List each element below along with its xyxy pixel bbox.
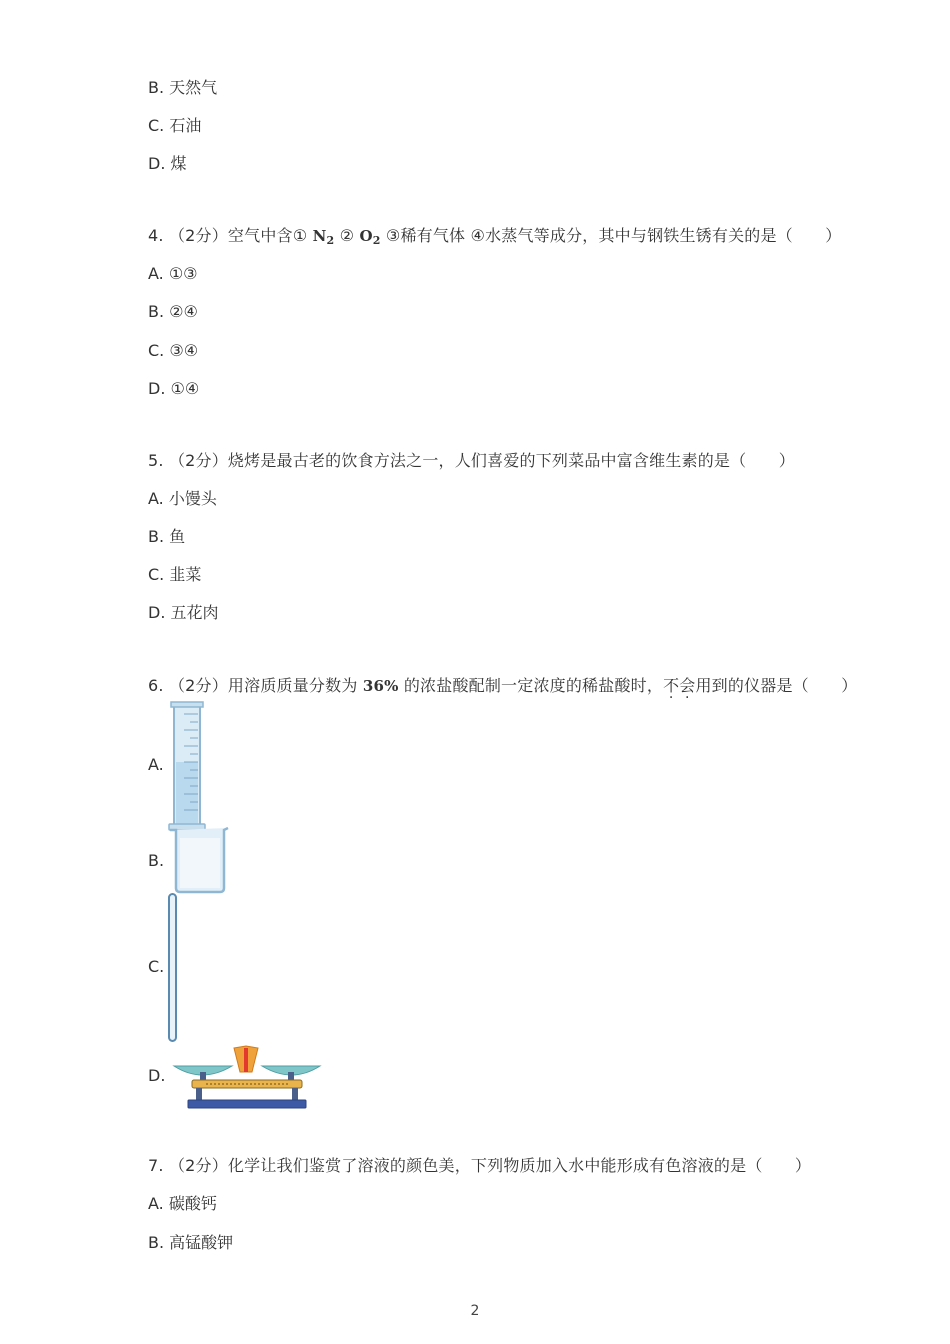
q4-option-a: A. ①③ xyxy=(148,264,198,283)
q4-option-b: B. ②④ xyxy=(148,302,198,321)
q6-stem-pre: 6. （2分）用溶质质量分数为 xyxy=(148,676,363,695)
q7-option-a: A. 碳酸钙 xyxy=(148,1194,217,1213)
q3-option-c: C. 石油 xyxy=(148,116,202,135)
q6-stem-mid: 的浓盐酸配制一定浓度的稀盐酸时， xyxy=(398,676,664,695)
glass-rod-image xyxy=(166,893,180,1043)
q4-stem-mid: ② xyxy=(334,226,360,245)
q6-stem xyxy=(148,676,857,696)
q4-o2 xyxy=(359,227,380,245)
q6-emphasis-2: 会 xyxy=(679,676,696,695)
q4-o2-symbol: O xyxy=(359,227,373,245)
graduated-cylinder-image xyxy=(166,702,206,832)
beaker-image xyxy=(168,826,230,896)
q7-stem: 7. （2分）化学让我们鉴赏了溶液的颜色美，下列物质加入水中能形成有色溶液的是（ ） xyxy=(148,1156,812,1175)
q3-option-b: B. 天然气 xyxy=(148,78,218,97)
q4-option-c: C. ③④ xyxy=(148,341,199,360)
q5-option-b: B. 鱼 xyxy=(148,527,186,546)
balance-scale-image xyxy=(172,1044,322,1110)
q3-option-d: D. 煤 xyxy=(148,154,187,173)
q4-stem-post: ③稀有气体 ④水蒸气等成分，其中与钢铁生锈有关的是（ ） xyxy=(380,226,842,245)
page-number: 2 xyxy=(470,1303,480,1319)
q6-option-d-label: D. xyxy=(148,1066,166,1085)
q6-option-b-label: B. xyxy=(148,851,165,870)
q4-n2-subscript: 2 xyxy=(326,234,335,247)
q7-option-b: B. 高锰酸钾 xyxy=(148,1233,234,1252)
q5-option-d: D. 五花肉 xyxy=(148,603,219,622)
q6-option-a-label: A. xyxy=(148,755,164,774)
q5-option-c: C. 韭菜 xyxy=(148,565,202,584)
q4-n2 xyxy=(313,227,335,245)
q4-o2-subscript: 2 xyxy=(372,234,381,247)
q6-emphasis-1: 不 xyxy=(663,676,680,695)
q4-n2-symbol: N xyxy=(312,227,327,245)
q6-option-c-label: C. xyxy=(148,957,165,976)
q4-option-d: D. ①④ xyxy=(148,379,200,398)
q5-stem: 5. （2分）烧烤是最古老的饮食方法之一，人们喜爱的下列菜品中富含维生素的是（ ） xyxy=(148,451,795,470)
q6-stem-post: 用到的仪器是（ ） xyxy=(695,676,858,695)
q6-percent: 36% xyxy=(362,677,399,695)
q4-stem-pre: 4. （2分）空气中含① xyxy=(148,226,313,245)
q4-stem xyxy=(148,226,841,251)
q5-option-a: A. 小馒头 xyxy=(148,489,217,508)
